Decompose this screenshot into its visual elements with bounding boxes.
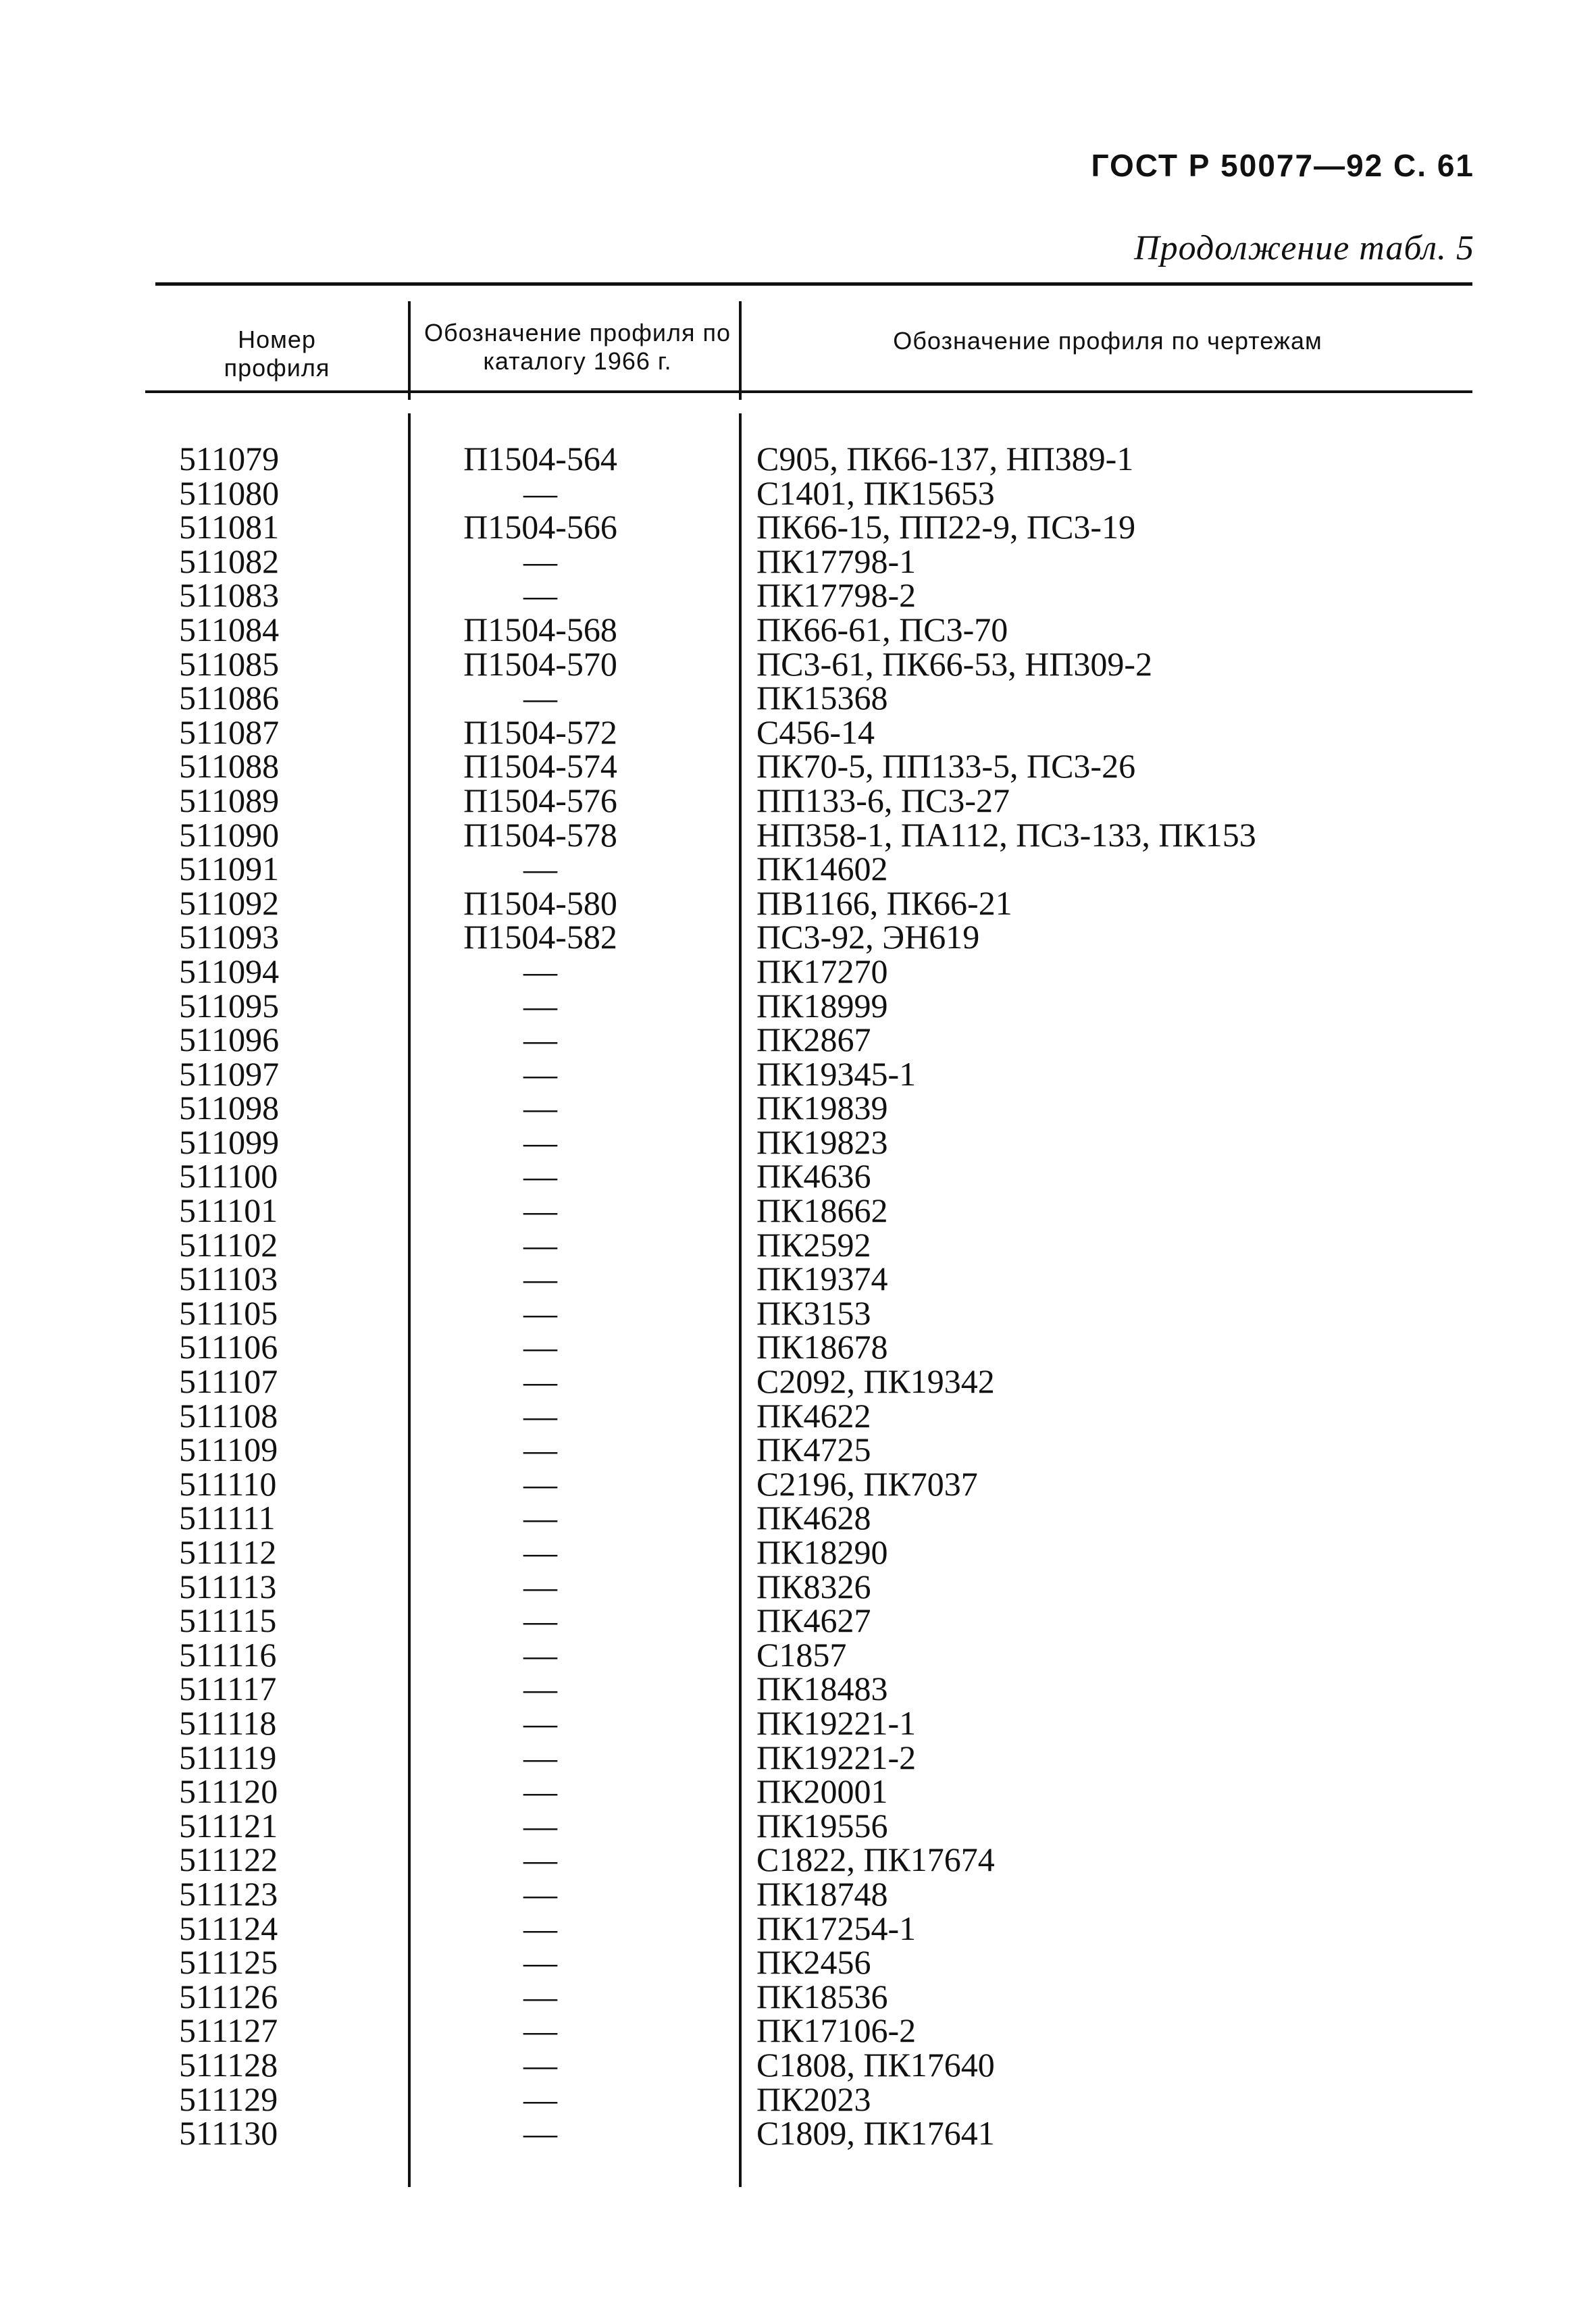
table-row [0,1843,1596,1877]
catalog-designation-cell: — [523,1499,557,1537]
drawing-designation-cell: ПК17106-2 [756,2011,917,2050]
table-row [0,610,1596,648]
catalog-designation-cell: — [523,952,557,990]
catalog-designation-cell: — [523,1670,557,1708]
drawing-designation-cell: С1809, ПК17641 [756,2114,995,2153]
catalog-designation-cell: — [523,1089,557,1127]
drawing-designation-cell: ПК8326 [756,1567,871,1605]
table-row [0,815,1596,854]
table-row [0,1703,1596,1742]
profile-number-cell: 511119 [179,1738,277,1776]
table-row [0,1193,1596,1228]
table-row [0,715,1596,750]
drawing-designation-cell: ПК17270 [756,952,888,990]
catalog-designation-cell: П1504-574 [463,747,617,786]
drawing-designation-cell: С2092, ПК19342 [756,1362,995,1401]
catalog-designation-cell: — [523,1943,557,1982]
table-row [0,1330,1596,1364]
catalog-designation-cell: — [523,2080,557,2118]
profile-number-cell: 511127 [179,2011,278,2050]
table-row [0,644,1596,683]
table-row [0,510,1596,544]
table-row [0,1635,1596,1674]
drawing-designation-cell: ПК2592 [756,1225,871,1264]
table-body [0,442,1596,2151]
catalog-designation-cell: — [523,679,557,717]
catalog-designation-cell: — [523,1293,557,1332]
drawing-designation-cell: ПК19221-2 [756,1738,917,1776]
drawing-designation-cell: ПК14602 [756,850,888,888]
catalog-designation-cell: — [523,2114,557,2153]
catalog-designation-cell: — [523,1260,557,1298]
table-row [0,986,1596,1025]
drawing-designation-cell: ПК19839 [756,1089,888,1127]
drawing-designation-cell: ПК19221-1 [756,1703,917,1742]
drawing-designation-cell: ПК18290 [756,1533,888,1571]
table-row [0,1159,1596,1193]
profile-number-cell: 511117 [179,1670,277,1708]
profile-number-cell: 511091 [179,850,280,888]
profile-number-cell: 511129 [179,2080,278,2118]
drawing-designation-cell: ПК3153 [756,1293,871,1332]
catalog-designation-cell: П1504-580 [463,883,617,922]
table-row [0,1977,1596,2015]
profile-number-cell: 511097 [179,1054,280,1093]
column-header-number: Номер профиля [224,326,330,382]
catalog-designation-cell: П1504-578 [463,815,617,854]
profile-number-cell: 511083 [179,576,280,615]
table-row [0,1091,1596,1125]
table-row [0,1874,1596,1913]
profile-number-cell: 511116 [179,1635,277,1674]
catalog-designation-cell: — [523,2045,557,2084]
drawing-designation-cell: ПК66-15, ПП22-9, ПС3-19 [756,508,1136,546]
drawing-designation-cell: ПК20001 [756,1772,888,1811]
profile-number-cell: 511115 [179,1601,277,1640]
profile-number-cell: 511100 [179,1157,278,1195]
column-header-catalog: Обозначение профиля по каталогу 1966 г. [424,319,731,375]
catalog-designation-cell: П1504-566 [463,508,617,546]
table-row [0,1603,1596,1638]
table-row [0,920,1596,954]
catalog-designation-cell: — [523,1328,557,1366]
profile-number-cell: 511124 [179,1909,278,1947]
drawing-designation-cell: НП358-1, ПА112, ПС3-133, ПК153 [756,815,1256,854]
catalog-designation-cell: — [523,1225,557,1264]
catalog-designation-cell: П1504-582 [463,918,617,956]
drawing-designation-cell: ПК19374 [756,1260,888,1298]
profile-number-cell: 511125 [179,1943,278,1982]
drawing-designation-cell: ПК18999 [756,986,888,1025]
table-top-rule [155,282,1472,286]
drawing-designation-cell: ПК17798-2 [756,576,917,615]
table-row [0,783,1596,818]
profile-number-cell: 511106 [179,1328,278,1366]
table-row [0,1023,1596,1057]
catalog-designation-cell: — [523,1874,557,1913]
catalog-designation-cell: — [523,1601,557,1640]
profile-number-cell: 511107 [179,1362,278,1401]
drawing-designation-cell: ПК17798-1 [756,542,917,580]
drawing-designation-cell: ПК2456 [756,1943,871,1982]
table-row [0,2045,1596,2084]
table-header-rule [145,390,1472,393]
table-row [0,681,1596,715]
drawing-designation-cell: ПК18662 [756,1191,888,1230]
table-row [0,1293,1596,1332]
table-row [0,1464,1596,1503]
table-row [0,1672,1596,1706]
drawing-designation-cell: ПК4622 [756,1396,871,1435]
drawing-designation-cell: С456-14 [756,713,875,751]
profile-number-cell: 511079 [179,440,280,478]
table-row [0,1054,1596,1093]
catalog-designation-cell: — [523,1909,557,1947]
catalog-designation-cell: — [523,1635,557,1674]
catalog-designation-cell: П1504-568 [463,610,617,648]
profile-number-cell: 511126 [179,1977,278,2015]
catalog-designation-cell: — [523,1054,557,1093]
table-row [0,578,1596,613]
profile-number-cell: 511087 [179,713,280,751]
table-row [0,2013,1596,2048]
profile-number-cell: 511109 [179,1431,278,1469]
catalog-designation-cell: — [523,1841,557,1879]
profile-number-cell: 511105 [179,1293,278,1332]
table-row [0,747,1596,786]
catalog-designation-cell: — [523,1021,557,1059]
drawing-designation-cell: ПК15368 [756,679,888,717]
drawing-designation-cell: ПК19345-1 [756,1054,917,1093]
catalog-designation-cell: — [523,850,557,888]
drawing-designation-cell: С1808, ПК17640 [756,2045,995,2084]
profile-number-cell: 511121 [179,1806,278,1845]
catalog-designation-cell: — [523,1703,557,1742]
table-row [0,1225,1596,1264]
profile-number-cell: 511111 [179,1499,276,1537]
catalog-designation-cell: — [523,1738,557,1776]
drawing-designation-cell: ПП133-6, ПС3-27 [756,781,1010,819]
table-row [0,1433,1596,1467]
profile-number-cell: 511095 [179,986,280,1025]
table-row [0,544,1596,579]
catalog-designation-cell: — [523,986,557,1025]
profile-number-cell: 511088 [179,747,280,786]
drawing-designation-cell: ПК2023 [756,2080,871,2118]
table-row [0,2116,1596,2151]
drawing-designation-cell: ПС3-61, ПК66-53, НП309-2 [756,644,1153,683]
drawing-designation-cell: ПК17254-1 [756,1909,917,1947]
profile-number-cell: 511112 [179,1533,277,1571]
profile-number-cell: 511090 [179,815,280,854]
profile-number-cell: 511081 [179,508,280,546]
profile-number-cell: 511128 [179,2045,278,2084]
catalog-designation-cell: — [523,1772,557,1811]
profile-number-cell: 511093 [179,918,280,956]
catalog-designation-cell: — [523,1396,557,1435]
catalog-designation-cell: — [523,1123,557,1161]
catalog-designation-cell: — [523,1362,557,1401]
table-row [0,1911,1596,1946]
catalog-designation-cell: — [523,542,557,580]
drawing-designation-cell: С1822, ПК17674 [756,1841,995,1879]
table-row [0,442,1596,476]
drawing-designation-cell: ПК18536 [756,1977,888,2015]
table-continuation-caption: Продолжение табл. 5 [1134,229,1474,267]
table-row [0,852,1596,886]
catalog-designation-cell: — [523,1464,557,1503]
catalog-designation-cell: — [523,1157,557,1195]
profile-number-cell: 511092 [179,883,280,922]
drawing-designation-cell: ПК70-5, ПП133-5, ПС3-26 [756,747,1136,786]
profile-number-cell: 511085 [179,644,280,683]
profile-number-cell: 511080 [179,473,280,512]
drawing-designation-cell: С2196, ПК7037 [756,1464,978,1503]
profile-number-cell: 511103 [179,1260,278,1298]
table-row [0,1501,1596,1535]
table-row [0,1567,1596,1605]
table-row [0,1774,1596,1809]
drawing-designation-cell: ПК4725 [756,1431,871,1469]
catalog-designation-cell: — [523,576,557,615]
catalog-designation-cell: — [523,1567,557,1605]
column-header-drawing: Обозначение профиля по чертежам [893,327,1322,355]
drawing-designation-cell: С1857 [756,1635,847,1674]
drawing-designation-cell: С1401, ПК15653 [756,473,995,512]
table-row [0,1364,1596,1399]
drawing-designation-cell: ПС3-92, ЭН619 [756,918,980,956]
drawing-designation-cell: ПК18483 [756,1670,888,1708]
profile-number-cell: 511108 [179,1396,278,1435]
profile-number-cell: 511089 [179,781,280,819]
drawing-designation-cell: ПК18678 [756,1328,888,1366]
profile-number-cell: 511086 [179,679,280,717]
table-row [0,1125,1596,1160]
profile-number-cell: 511123 [179,1874,278,1913]
catalog-designation-cell: — [523,1977,557,2015]
drawing-designation-cell: ПВ1166, ПК66-21 [756,883,1012,922]
catalog-designation-cell: П1504-572 [463,713,617,751]
table-row [0,473,1596,512]
profile-number-cell: 511122 [179,1841,278,1879]
profile-number-cell: 511102 [179,1225,278,1264]
catalog-designation-cell: — [523,1431,557,1469]
profile-number-cell: 511130 [179,2114,278,2153]
drawing-designation-cell: ПК4636 [756,1157,871,1195]
table-row [0,1738,1596,1776]
catalog-designation-cell: П1504-564 [463,440,617,478]
profile-number-cell: 511098 [179,1089,280,1127]
drawing-designation-cell: ПК2867 [756,1021,871,1059]
standard-designation: ГОСТ Р 50077—92 С. 61 [1091,148,1474,183]
table-row [0,2082,1596,2117]
drawing-designation-cell: ПК18748 [756,1874,888,1913]
profile-number-cell: 511118 [179,1703,277,1742]
table-row [0,1262,1596,1296]
profile-number-cell: 511096 [179,1021,280,1059]
profile-number-cell: 511094 [179,952,280,990]
catalog-designation-cell: — [523,1191,557,1230]
catalog-designation-cell: — [523,1806,557,1845]
catalog-designation-cell: П1504-576 [463,781,617,819]
profile-number-cell: 511113 [179,1567,277,1605]
drawing-designation-cell: ПК66-61, ПС3-70 [756,610,1008,648]
drawing-designation-cell: С905, ПК66-137, НП389-1 [756,440,1134,478]
column-divider-1 [408,301,411,400]
profile-number-cell: 511099 [179,1123,280,1161]
catalog-designation-cell: — [523,473,557,512]
table-row [0,1535,1596,1570]
catalog-designation-cell: — [523,1533,557,1571]
drawing-designation-cell: ПК4627 [756,1601,871,1640]
profile-number-cell: 511101 [179,1191,278,1230]
column-divider-2 [739,301,742,400]
drawing-designation-cell: ПК19556 [756,1806,888,1845]
drawing-designation-cell: ПК4628 [756,1499,871,1537]
profile-number-cell: 511120 [179,1772,278,1811]
table-row [0,1396,1596,1435]
catalog-designation-cell: П1504-570 [463,644,617,683]
catalog-designation-cell: — [523,2011,557,2050]
profile-number-cell: 511082 [179,542,280,580]
drawing-designation-cell: ПК19823 [756,1123,888,1161]
table-row [0,1945,1596,1980]
table-row [0,954,1596,989]
table-row [0,1806,1596,1845]
profile-number-cell: 511110 [179,1464,277,1503]
profile-number-cell: 511084 [179,610,280,648]
table-row [0,883,1596,922]
